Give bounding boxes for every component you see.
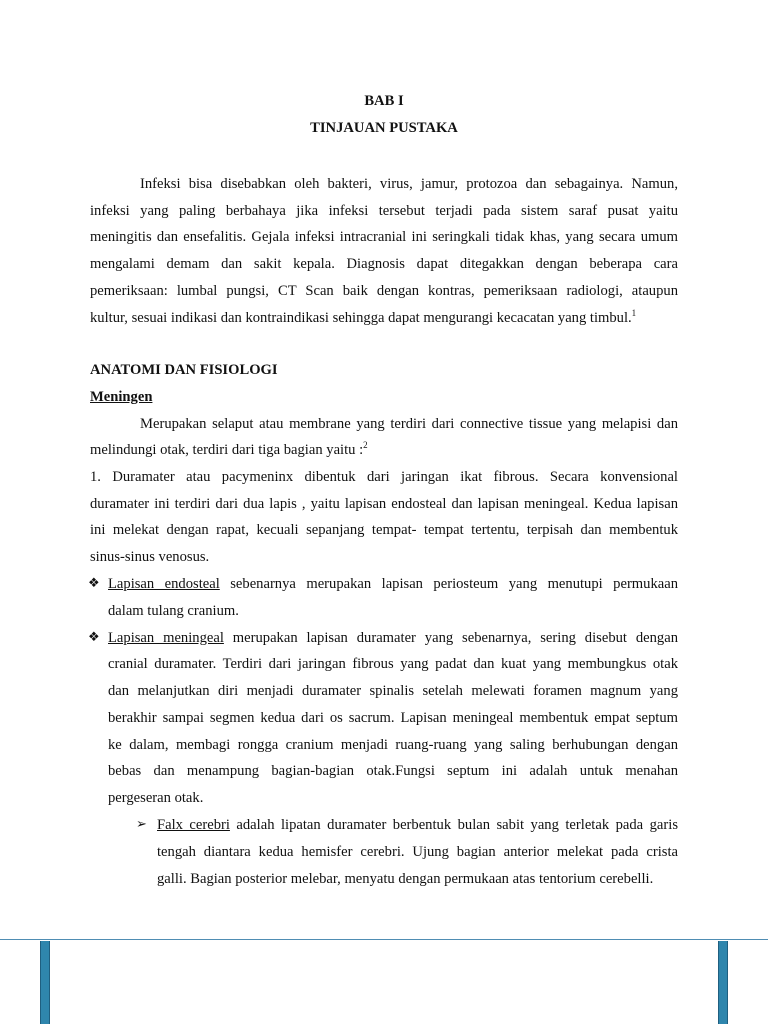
item1-line-4: sinus-sinus venosus. xyxy=(90,549,210,565)
diamond-bullet-icon: ❖ xyxy=(88,576,100,591)
intro-line-3: meningitis dan ensefalitis. Gejala infeksi intracranial ini seringkali tidak khas, yang secara umum xyxy=(90,229,678,245)
bullet2-line-1 xyxy=(108,629,678,647)
bullet1-term: Lapisan endosteal xyxy=(108,576,220,592)
section-heading: ANATOMI DAN FISIOLOGI xyxy=(90,362,278,378)
arrow1-text: adalah lipatan duramater berbentuk bulan sabit yang terletak pada garis xyxy=(229,817,678,833)
item1-line-2: duramater ini terdiri dari dua lapis , yaitu lapisan endosteal dan lapisan meningeal. Kedua lapisan xyxy=(90,496,678,512)
item1-line-3: ini melekat dengan rapat, kecuali sepanjang tempat- tempat tertentu, terpisah dan membentuk xyxy=(90,522,678,538)
intro-line-5: pemeriksaan: lumbal pungsi, CT Scan baik dengan kontras, pemeriksaan radiologi, ataupun xyxy=(90,283,678,299)
intro-line-6 xyxy=(90,309,678,327)
bullet1-line-2: dalam tulang cranium. xyxy=(108,603,239,619)
bullet2-term: Lapisan meningeal xyxy=(108,630,224,646)
bullet1-line-1 xyxy=(108,575,678,593)
bullet2-text: merupakan lapisan duramater yang sebenarnya, sering disebut dengan xyxy=(223,630,679,646)
intro-line-1: Infeksi bisa disebabkan oleh bakteri, virus, jamur, protozoa dan sebagainya. Namun, xyxy=(140,176,678,192)
footnote-ref-1[interactable]: 1 xyxy=(631,308,637,318)
arrow1-line-3: galli. Bagian posterior melebar, menyatu dengan permukaan atas tentorium cerebelli. xyxy=(157,871,654,887)
arrow1-line-1 xyxy=(157,816,678,834)
footnote-ref-2[interactable]: 2 xyxy=(363,440,368,450)
arrow-bullet-icon: ➢ xyxy=(136,817,147,832)
subsection-heading: Meningen xyxy=(90,389,153,405)
item1-line-1: 1. Duramater atau pacymeninx dibentuk dari jaringan ikat fibrous. Secara konvensional xyxy=(90,469,678,485)
bullet2-line-7: pergeseran otak. xyxy=(108,790,204,806)
footer-divider xyxy=(0,939,768,940)
chapter-title: TINJAUAN PUSTAKA xyxy=(310,120,458,136)
intro-line-2: infeksi yang paling berbahaya jika infeksi tersebut terjadi pada sistem saraf pusat yaitu xyxy=(90,203,678,219)
meningen-line-2-text: melindungi otak, terdiri dari tiga bagian yaitu : xyxy=(90,442,364,458)
arrow1-term: Falx cerebri xyxy=(157,817,230,833)
intro-line-4: mengalami demam dan sakit kepala. Diagnosis dapat ditegakkan dengan beberapa cara xyxy=(90,256,678,272)
subsection-heading-wrap xyxy=(90,388,678,406)
intro-line-6-text: kultur, sesuai indikasi dan kontraindikasi sehingga dapat mengurangi kecacatan yang timbul. xyxy=(90,310,632,326)
arrow1-line-2: tengah diantara kedua hemisfer cerebri. Ujung bagian anterior melekat pada crista xyxy=(157,844,678,860)
bullet1-text: sebenarnya merupakan lapisan periosteum yang menutupi permukaan xyxy=(219,576,678,592)
diamond-bullet-icon: ❖ xyxy=(88,630,100,645)
meningen-line-1: Merupakan selaput atau membrane yang terdiri dari connective tissue yang melapisi dan xyxy=(140,416,678,432)
bullet2-line-3: dan melanjutkan diri menjadi duramater spinalis setelah melewati foramen magnum yang xyxy=(108,683,678,699)
meningen-line-2 xyxy=(90,441,678,459)
bullet2-line-5: ke dalam, membagi rongga cranium menjadi ruang-ruang yang saling berhubungan dengan xyxy=(108,737,678,753)
chapter-label: BAB I xyxy=(364,93,404,109)
bullet2-line-2: cranial duramater. Terdiri dari jaringan fibrous yang padat dan kuat yang membungkus otak xyxy=(108,656,678,672)
footer-bar-right xyxy=(718,941,728,1024)
footer-bar-left xyxy=(40,941,50,1024)
bullet2-line-4: berakhir sampai segmen kedua dari os sacrum. Lapisan meningeal membentuk empat septum xyxy=(108,710,678,726)
bullet2-line-6: bebas dan menampung bagian-bagian otak.Fungsi septum ini adalah untuk menahan xyxy=(108,763,678,779)
